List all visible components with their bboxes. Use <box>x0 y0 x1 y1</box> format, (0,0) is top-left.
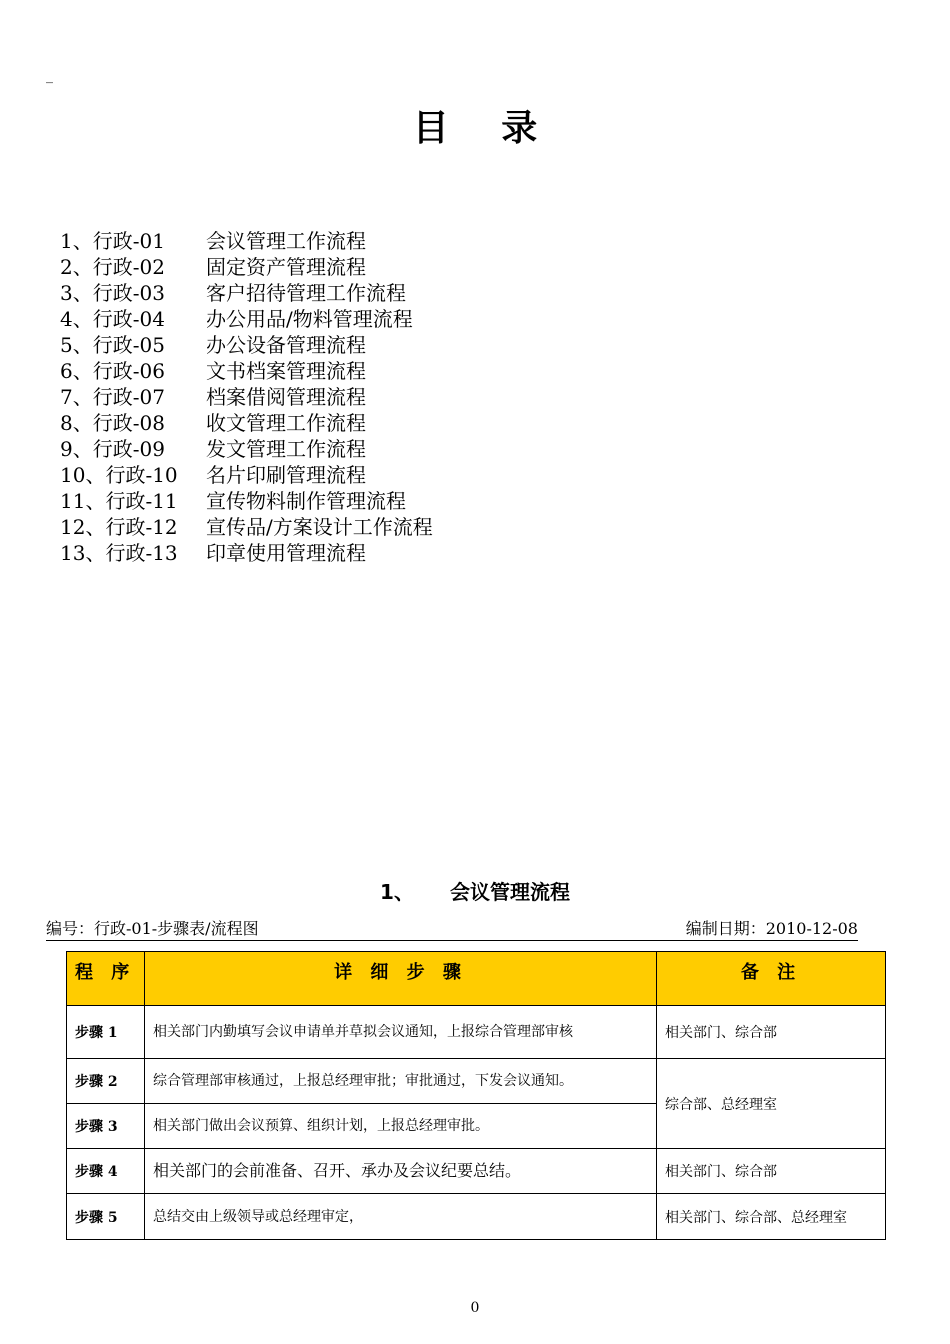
toc-item-title: 收文管理工作流程 <box>206 411 366 435</box>
toc-item-number: 9、行政-09 <box>60 437 165 461</box>
toc-item-number: 2、行政-02 <box>60 255 165 279</box>
column-header-note: 备 注 <box>657 952 886 1006</box>
header-mark: _ <box>46 68 53 84</box>
step-detail: 相关部门内勤填写会议申请单并草拟会议通知，上报综合管理部审核 <box>145 1006 657 1059</box>
toc-item-number: 1、行政-01 <box>60 229 165 253</box>
toc-list <box>60 228 433 566</box>
table-row <box>67 1006 886 1059</box>
toc-item-title: 印章使用管理流程 <box>206 541 366 565</box>
table-row <box>67 1059 886 1104</box>
toc-title: 目 录 <box>412 108 558 149</box>
toc-item-title: 宣传品/方案设计工作流程 <box>206 515 433 539</box>
toc-item-number: 10、行政-10 <box>60 463 178 487</box>
step-note: 相关部门、综合部 <box>657 1149 886 1194</box>
section-title-text: 会议管理流程 <box>449 880 570 904</box>
toc-item[interactable] <box>60 462 433 488</box>
toc-item-title: 固定资产管理流程 <box>206 255 366 279</box>
toc-item[interactable] <box>60 540 433 566</box>
toc-item-number: 13、行政-13 <box>60 541 178 565</box>
toc-item[interactable] <box>60 384 433 410</box>
toc-item[interactable] <box>60 228 433 254</box>
column-header-detail: 详 细 步 骤 <box>145 952 657 1006</box>
toc-item[interactable] <box>60 306 433 332</box>
section-number: 1、 <box>380 880 414 904</box>
toc-item-number: 11、行政-11 <box>60 489 178 513</box>
toc-item-number: 5、行政-05 <box>60 333 165 357</box>
step-detail: 综合管理部审核通过，上报总经理审批；审批通过，下发会议通知。 <box>145 1059 657 1104</box>
step-label: 步骤 2 <box>67 1059 145 1104</box>
step-label: 步骤 3 <box>67 1104 145 1149</box>
step-note: 综合部、总经理室 <box>657 1059 886 1149</box>
table-header-row <box>67 952 886 1006</box>
toc-item[interactable] <box>60 488 433 514</box>
section-title <box>0 876 950 905</box>
toc-item[interactable] <box>60 254 433 280</box>
table-row <box>67 1149 886 1194</box>
toc-item-number: 3、行政-03 <box>60 281 165 305</box>
toc-item-title: 会议管理工作流程 <box>206 229 366 253</box>
toc-item-title: 名片印刷管理流程 <box>206 463 366 487</box>
toc-item-title: 办公设备管理流程 <box>206 333 366 357</box>
toc-item-number: 8、行政-08 <box>60 411 165 435</box>
section-meta <box>46 918 858 941</box>
toc-item[interactable] <box>60 514 433 540</box>
toc-item-title: 档案借阅管理流程 <box>206 385 366 409</box>
column-header-procedure: 程 序 <box>67 952 145 1006</box>
step-detail: 相关部门的会前准备、召开、承办及会议纪要总结。 <box>145 1149 657 1194</box>
toc-item-number: 12、行政-12 <box>60 515 178 539</box>
step-detail: 相关部门做出会议预算、组织计划，上报总经理审批。 <box>145 1104 657 1149</box>
toc-item-title: 客户招待管理工作流程 <box>206 281 406 305</box>
page-number: 0 <box>470 1300 480 1316</box>
toc-item[interactable] <box>60 332 433 358</box>
step-label: 步骤 4 <box>67 1149 145 1194</box>
toc-item[interactable] <box>60 410 433 436</box>
toc-item[interactable] <box>60 358 433 384</box>
toc-item[interactable] <box>60 436 433 462</box>
toc-item-number: 4、行政-04 <box>60 307 165 331</box>
toc-item-title: 发文管理工作流程 <box>206 437 366 461</box>
compile-date: 编制日期：2010-12-08 <box>685 919 858 938</box>
toc-item-number: 7、行政-07 <box>60 385 165 409</box>
toc-item-title: 办公用品/物料管理流程 <box>206 307 413 331</box>
table-row <box>67 1194 886 1240</box>
toc-item-title: 文书档案管理流程 <box>206 359 366 383</box>
toc-item-number: 6、行政-06 <box>60 359 165 383</box>
document-code: 编号：行政-01-步骤表/流程图 <box>46 919 259 938</box>
steps-table <box>66 951 886 1240</box>
step-label: 步骤 5 <box>67 1194 145 1240</box>
toc-item-title: 宣传物料制作管理流程 <box>206 489 406 513</box>
step-detail: 总结交由上级领导或总经理审定， <box>145 1194 657 1240</box>
step-label: 步骤 1 <box>67 1006 145 1059</box>
step-note: 相关部门、综合部 <box>657 1006 886 1059</box>
step-note: 相关部门、综合部、总经理室 <box>657 1194 886 1240</box>
toc-item[interactable] <box>60 280 433 306</box>
